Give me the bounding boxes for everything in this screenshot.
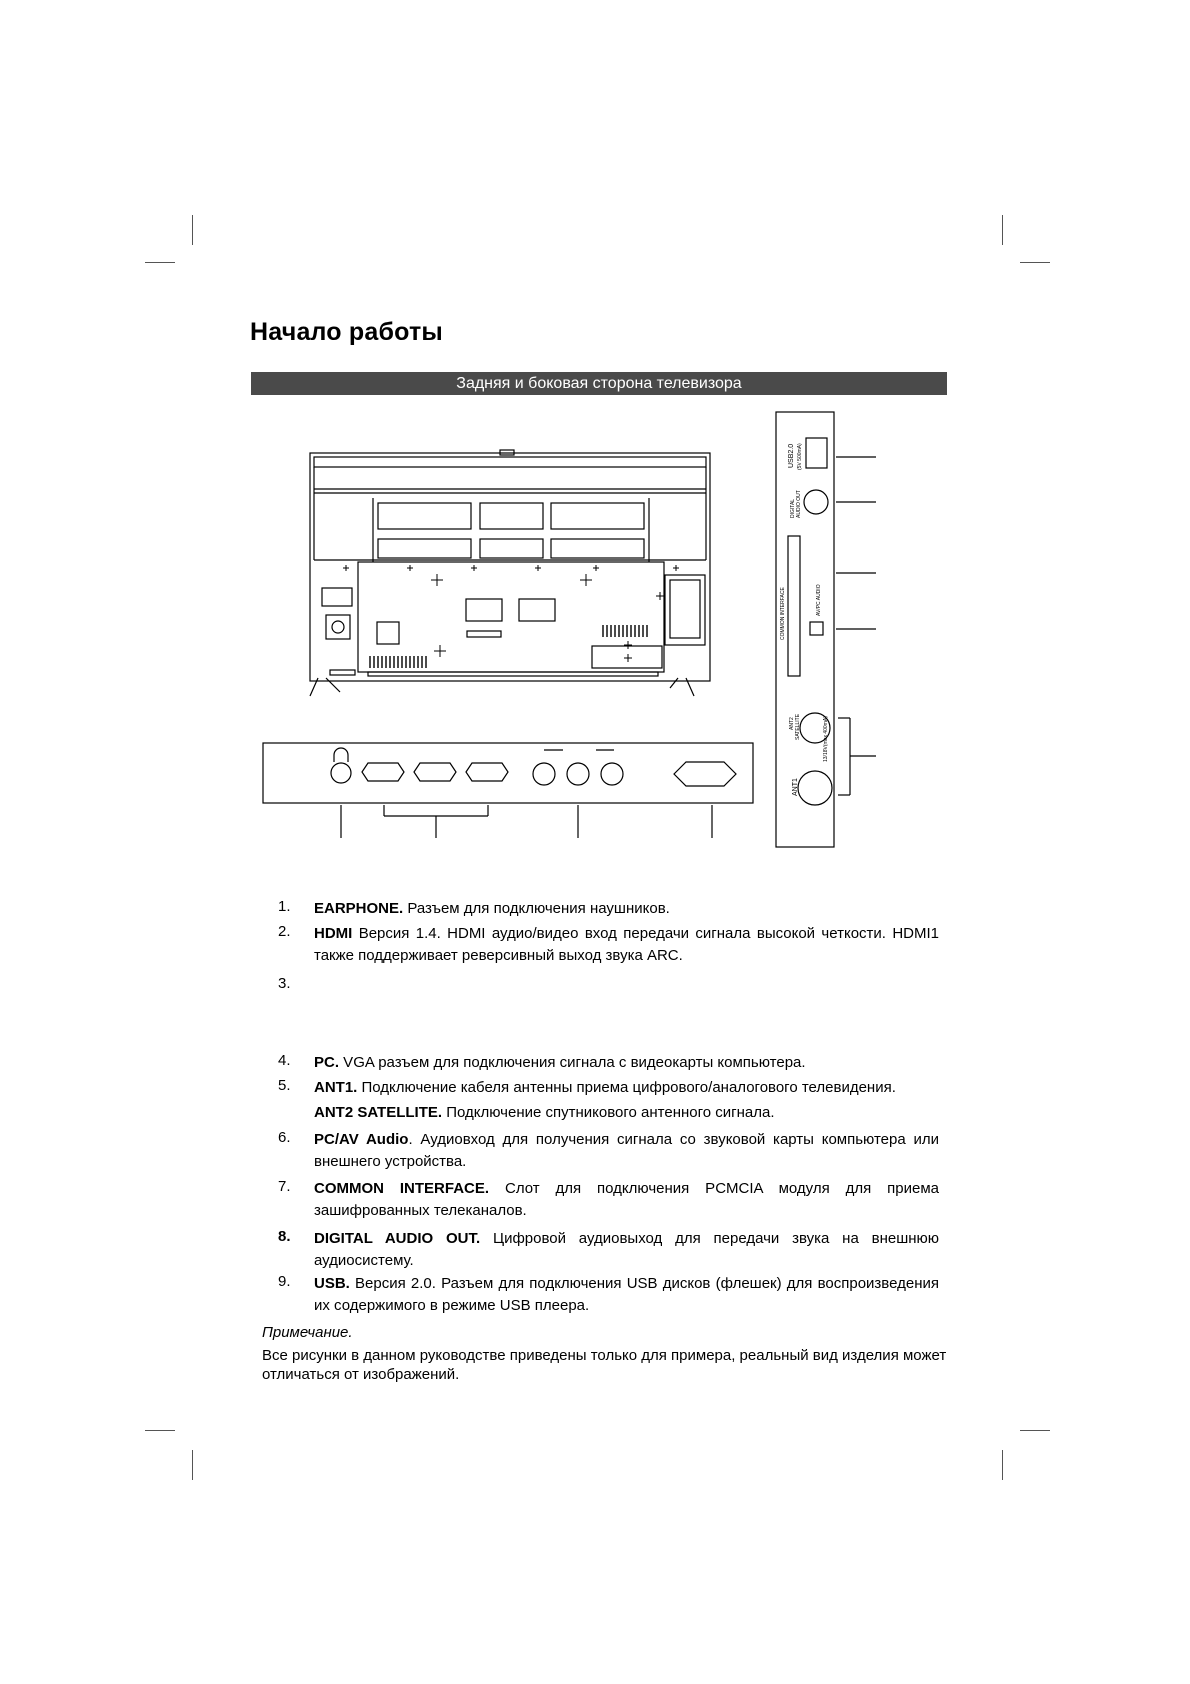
common-interface-label: COMMON INTERFACE [780, 587, 786, 640]
item-term: EARPHONE. [314, 900, 404, 917]
usb-port-label: USB2.0 [788, 443, 795, 468]
item-description: Цифровой аудиовыход для передачи звука на внешнюю аудиосистему. [314, 1230, 940, 1269]
digital-audio-out-label-2: AUDIO OUT [796, 490, 802, 518]
item-term: COMMON INTERFACE. [314, 1180, 490, 1197]
item-number: 2. [278, 923, 291, 940]
item-description: Разъем для подключения наушников. [403, 900, 670, 917]
crop-mark [145, 262, 175, 263]
bottom-connector-panel [263, 743, 753, 838]
crop-mark [192, 215, 193, 245]
side-connector-panel [776, 412, 876, 847]
ant2-label: ANT2 [789, 717, 795, 730]
digital-audio-out-label: DIGITAL [790, 498, 796, 518]
item-term: ANT1. [314, 1079, 358, 1096]
item-term: ANT2 SATELLITE. [314, 1104, 443, 1121]
item-description: VGA разъем для подключения сигнала с видеокарты компьютера. [339, 1054, 806, 1071]
av-pc-audio-label: AV/PC AUDIO [816, 584, 822, 616]
tv-rear-side-diagram [0, 400, 1190, 860]
crop-mark [192, 1450, 193, 1480]
crop-mark [1020, 1430, 1050, 1431]
item-number: 4. [278, 1052, 291, 1069]
item-number: 3. [278, 975, 291, 992]
item-term: USB. [314, 1275, 350, 1292]
item-description: Слот для подключения PCMCIA модуля для приема зашифрованных телеканалов. [314, 1180, 939, 1219]
item-description: Подключение кабеля антенны приема цифрового/аналогового телевидения. [357, 1079, 896, 1096]
item-description: Версия 1.4. HDMI аудио/видео вход передачи сигнала высокой четкости. HDMI1 также поддерживает реверсивный выход звука ARC. [314, 925, 939, 964]
ant2-satellite-label: SATELLITE [795, 713, 801, 740]
crop-mark [1002, 1450, 1003, 1480]
item-number: 5. [278, 1077, 291, 1094]
item-term: PC/AV Audio [314, 1131, 409, 1148]
item-number: 1. [278, 898, 291, 915]
note-body: Все рисунки в данном руководстве приведены только для примера, реальный вид изделия может отличаться от изображений. [262, 1347, 947, 1383]
page-title: Начало работы [250, 318, 443, 346]
section-band: Задняя и боковая сторона телевизора [251, 372, 947, 395]
item-description: Версия 2.0. Разъем для подключения USB дисков (флешек) для воспроизведения их содержимого в режиме USB плеера. [314, 1275, 939, 1314]
ant2-spec-label: 13/18V(max 400mA) [823, 716, 829, 762]
crop-mark [1002, 215, 1003, 245]
ant1-label: ANT1 [792, 778, 799, 796]
usb-port-spec: (5V 500mA) [797, 443, 803, 470]
item-number: 6. [278, 1129, 291, 1146]
item-number: 7. [278, 1178, 291, 1195]
item-description: Подключение спутникового антенного сигнала. [442, 1104, 775, 1121]
item-term: PC. [314, 1054, 340, 1071]
crop-mark [1020, 262, 1050, 263]
note-title: Примечание. [262, 1324, 353, 1341]
item-number: 8. [278, 1228, 291, 1245]
item-description: . Аудиовход для получения сигнала со звуковой карты компьютера или внешнего устройства. [314, 1131, 939, 1170]
item-number: 9. [278, 1273, 291, 1290]
item-term: DIGITAL AUDIO OUT. [314, 1230, 481, 1247]
crop-mark [145, 1430, 175, 1431]
item-term: HDMI [314, 925, 353, 942]
